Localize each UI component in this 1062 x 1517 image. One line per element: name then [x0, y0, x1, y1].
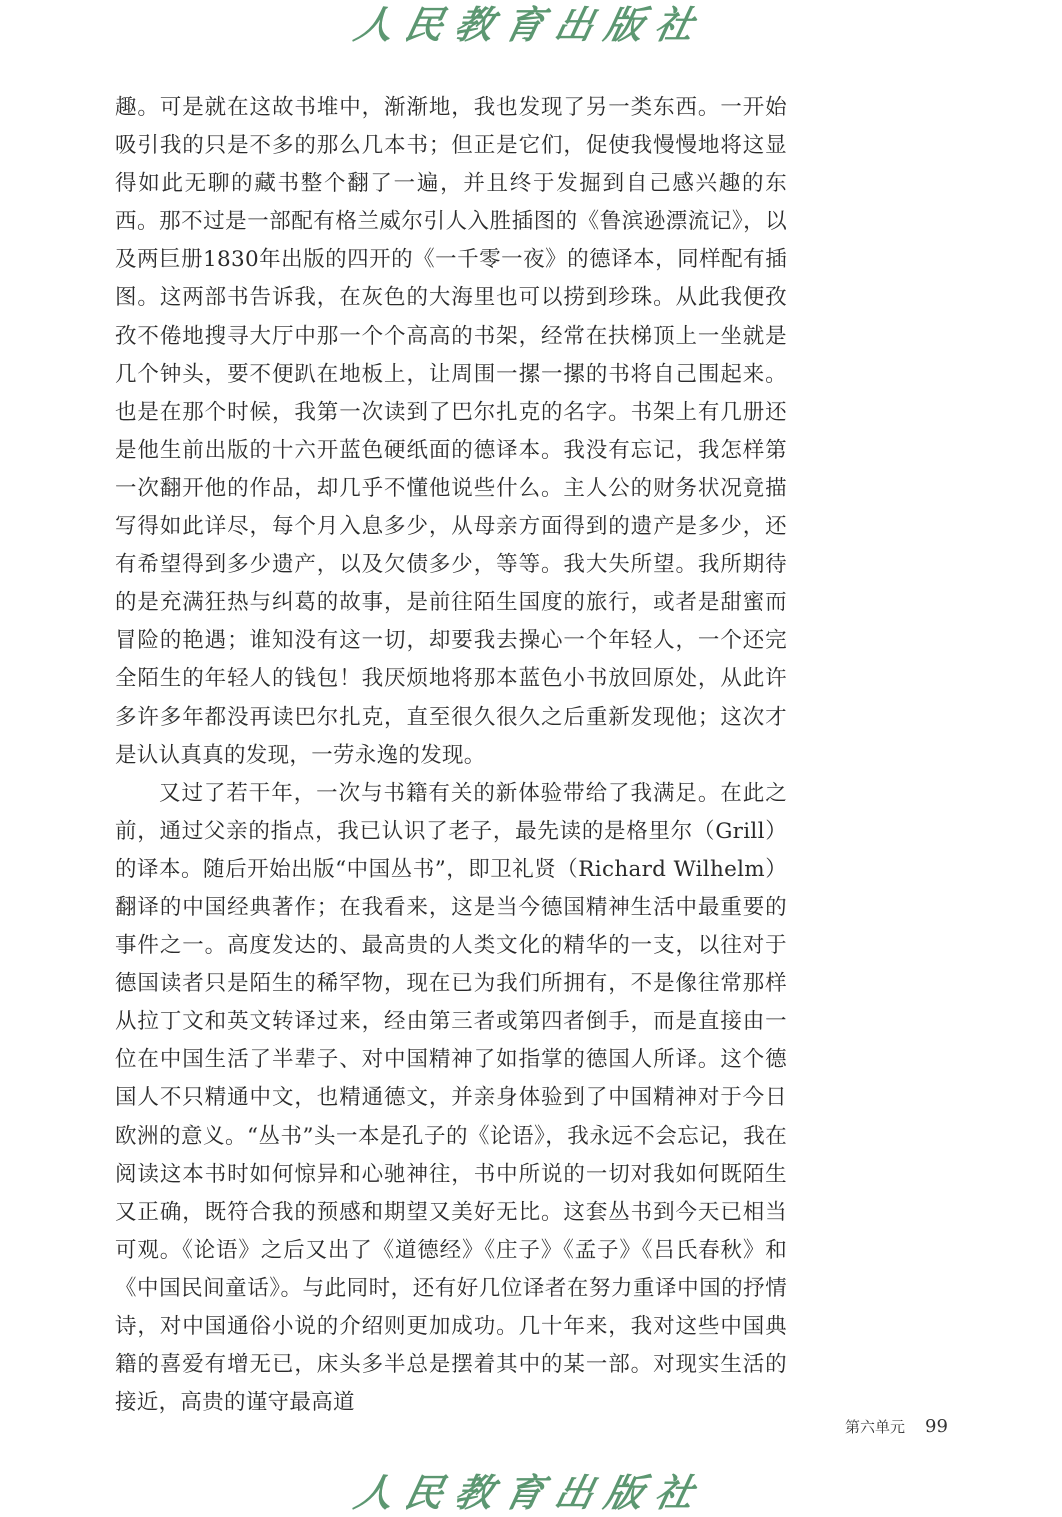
paragraph-1: 趣。可是就在这故书堆中，渐渐地，我也发现了另一类东西。一开始吸引我的只是不多的那么几本书；但正是它们，促使我慢慢地将这显得如此无聊的藏书整个翻了一遍，并且终于发掘到自己感兴趣的东西。那不过是一部配有格兰威尔引人入胜插图的《鲁滨逊漂流记》，以及两巨册1830年出版的四开的《一千零一夜》的德译本，同样配有插图。这两部书告诉我，在灰色的大海里也可以捞到珍珠。从此我便孜孜不倦地搜寻大厅中那一个个高高的书架，经常在扶梯顶上一坐就是几个钟头，要不便趴在地板上，让周围一摞一摞的书将自己围起来。也是在那个时候，我第一次读到了巴尔扎克的名字。书架上有几册还是他生前出版的十六开蓝色硬纸面的德译本。我没有忘记，我怎样第一次翻开他的作品，却几乎不懂他说些什么。主人公的财务状况竟描写得如此详尽，每个月入息多少，从母亲方面得到的遗产是多少，还有希望得到多少遗产，以及欠债多少，等等。我大失所望。我所期待的是充满狂热与纠葛的故事，是前往陌生国度的旅行，或者是甜蜜而冒险的艳遇；谁知没有这一切，却要我去操心一个年轻人，一个还完全陌生的年轻人的钱包！我厌烦地将那本蓝色小书放回原处，从此许多许多年都没再读巴尔扎克，直至很久很久之后重新发现他；这次才是认认真真的发现，一劳永逸的发现。: [115, 95, 787, 768]
page-body: [115, 89, 787, 1422]
page-number: 99: [925, 1416, 948, 1437]
unit-label: 第六单元: [845, 1418, 906, 1436]
paragraph-2: 又过了若干年，一次与书籍有关的新体验带给了我满足。在此之前，通过父亲的指点，我已认识了老子，最先读的是格里尔（Grill）的译本。随后开始出版“中国丛书”，即卫礼贤（Richard Wilhelm）翻译的中国经典著作；在我看来，这是当今德国精神生活中最重要的事件之一。高度发达的、最高贵的人类文化的精华的一支，以往对于德国读者只是陌生的稀罕物，现在已为我们所拥有，不是像往常那样从拉丁文和英文转译过来，经由第三者或第四者倒手，而是直接由一位在中国生活了半辈子、对中国精神了如指掌的德国人所译。这个德国人不只精通中文，也精通德文，并亲身体验到了中国精神对于今日欧洲的意义。“丛书”头一本是孔子的《论语》，我永远不会忘记，我在阅读这本书时如何惊异和心驰神往，书中所说的一切对我如何既陌生又正确，既符合我的预感和期望又美好无比。这套丛书到今天已相当可观。《论语》之后又出了《道德经》《庄子》《孟子》《吕氏春秋》和《中国民间童话》。与此同时，还有好几位译者在努力重译中国的抒情诗，对中国通俗小说的介绍则更加成功。几十年来，我对这些中国典籍的喜爱有增无已，床头多半总是摆着其中的某一部。对现实生活的接近，高贵的谨守最高道: [115, 780, 787, 1416]
publisher-watermark-top: 人民教育出版社: [350, 2, 711, 47]
page-footer: [845, 1416, 975, 1442]
publisher-watermark-bottom: 人民教育出版社: [350, 1470, 711, 1515]
